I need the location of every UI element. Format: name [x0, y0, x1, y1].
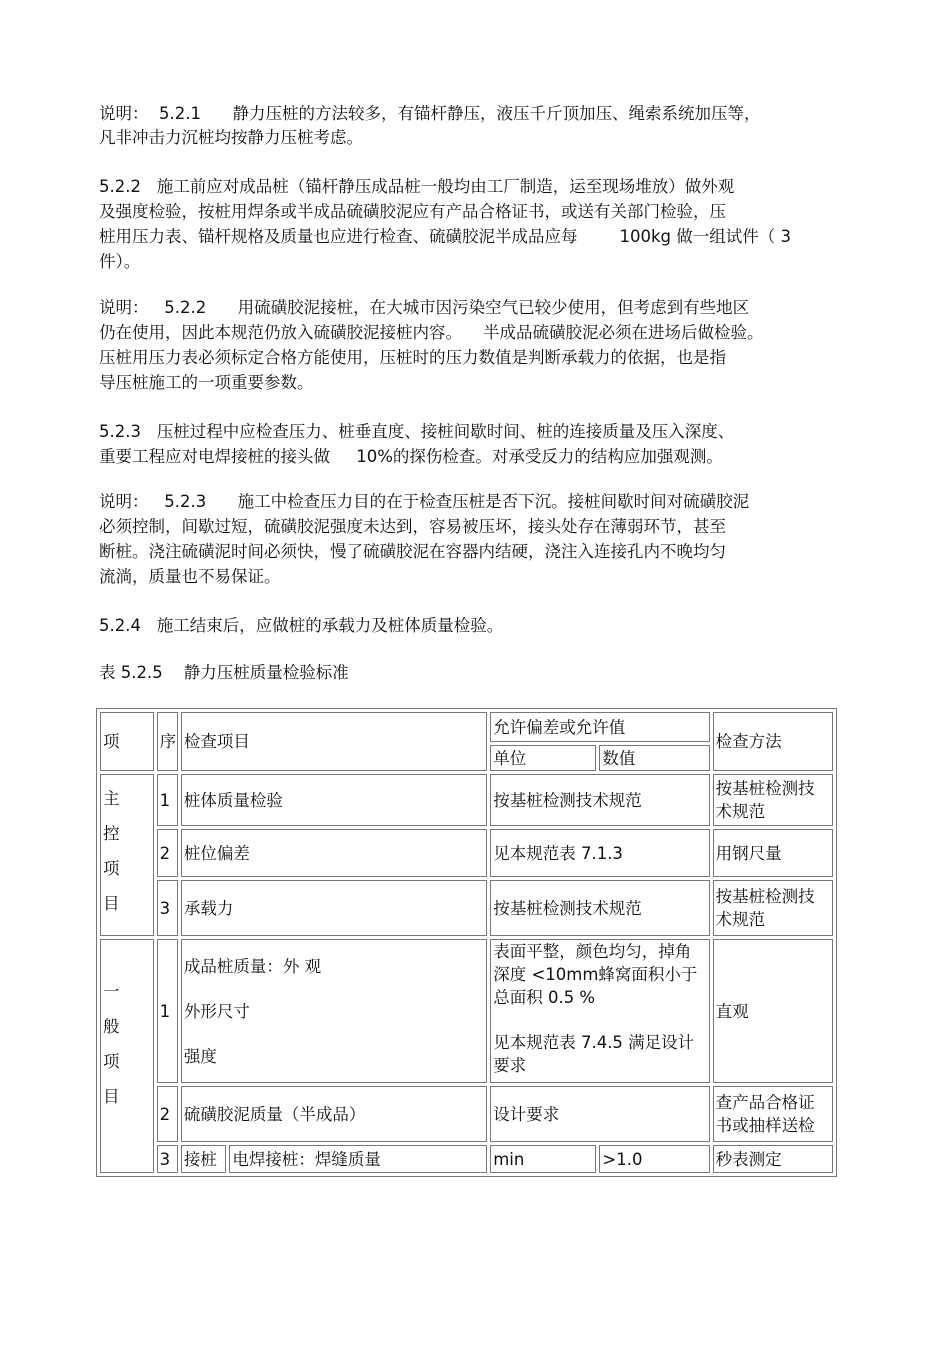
table-cell-seq: 1	[157, 939, 178, 1083]
text-line: 必须控制，间歇过短，硫磺胶泥强度未达到，容易被压坏，接头处存在薄弱环节，甚至	[99, 517, 726, 536]
table-cell-item: 承载力	[181, 880, 487, 936]
table-cell-tolerance: 按基桩检测技术规范	[490, 774, 709, 826]
table-cell-tolerance: 见本规范表 7.1.3	[490, 829, 709, 877]
header-tolerance: 允许偏差或允许值	[490, 712, 709, 742]
text-line: 及强度检验，按桩用焊条或半成品硫磺胶泥应有产品合格证书，或送有关部门检验，压	[99, 202, 726, 221]
header-check-item: 检查项目	[181, 712, 487, 771]
text-line: 重要工程应对电焊接桩的接头做 10%的探伤检查。对承受反力的结构应加强观测。	[99, 447, 723, 466]
header-method: 检查方法	[713, 712, 833, 771]
table-cell-seq: 2	[157, 829, 178, 877]
general-group-label: 一 般 项 目	[100, 939, 154, 1173]
text-line: 说明： 5.2.3 施工中检查压力目的在于检查压桩是否下沉。接桩间歇时间对硫磺胶泥	[99, 492, 750, 511]
text-line: 流淌，质量也不易保证。	[99, 567, 281, 586]
table-cell-method: 查产品合格证书或抽样送检	[713, 1086, 833, 1142]
text-line: 说明： 5.2.1 静力压桩的方法较多，有锚杆静压，液压千斤顶加压、绳索系统加压等，	[99, 104, 761, 123]
table-cell-tolerance: 表面平整，颜色均匀，掉角深度 <10mm蜂窝面积小于总面积 0.5 % 见本规范表 7.4.5 满足设计要求	[490, 939, 709, 1083]
text-line: 5.2.2 施工前应对成品桩（锚杆静压成品桩一般均由工厂制造，运至现场堆放）做外观	[99, 177, 735, 196]
table-cell-seq: 1	[157, 774, 178, 826]
table-cell-items: 成品桩质量：外 观 外形尺寸 强度	[181, 939, 487, 1083]
table-cell-method: 用钢尺量	[713, 829, 833, 877]
table-cell-seq: 3	[157, 1145, 178, 1173]
table-cell-item-group: 接桩	[181, 1145, 227, 1173]
main-control-group-label: 主 控 项 目	[100, 774, 154, 936]
text-line: 5.2.4 施工结束后，应做桩的承载力及桩体质量检验。	[99, 616, 504, 635]
table-cell-unit: min	[490, 1145, 596, 1173]
table-cell-item: 桩位偏差	[181, 829, 487, 877]
text-line: 说明： 5.2.2 用硫磺胶泥接桩，在大城市因污染空气已较少使用，但考虑到有些地区	[99, 298, 750, 317]
text-line: 桩用压力表、锚杆规格及质量也应进行检查、硫磺胶泥半成品应每 100kg 做一组试件（ 3	[99, 227, 791, 246]
text-line: 凡非冲击力沉桩均按静力压桩考虑。	[99, 128, 363, 147]
text-line: 仍在使用，因此本规范仍放入硫磺胶泥接桩内容。 半成品硫磺胶泥必须在进场后做检验。	[99, 323, 764, 342]
header-seq: 序	[157, 712, 178, 771]
header-value: 数值	[599, 745, 709, 771]
header-item: 项	[100, 712, 154, 771]
table-cell-method: 秒表测定	[713, 1145, 833, 1173]
table-cell-method: 按基桩检测技术规范	[713, 880, 833, 936]
table-caption: 表 5.2.5 静力压桩质量检验标准	[99, 663, 349, 682]
text-line: 压桩用压力表必须标定合格方能使用，压桩时的压力数值是判断承载力的依据，也是指	[99, 348, 726, 367]
quality-standard-table	[96, 708, 837, 1177]
table-cell-method: 按基桩检测技术规范	[713, 774, 833, 826]
table-cell-seq: 2	[157, 1086, 178, 1142]
table-cell-tolerance: 设计要求	[490, 1086, 709, 1142]
table-cell-tolerance: 按基桩检测技术规范	[490, 880, 709, 936]
text-line: 导压桩施工的一项重要参数。	[99, 373, 314, 392]
text-line: 件）。	[99, 252, 141, 271]
text-line: 5.2.3 压桩过程中应检查压力、桩垂直度、接桩间歇时间、桩的连接质量及压入深度、	[99, 422, 735, 441]
table-cell-value: >1.0	[599, 1145, 709, 1173]
table-cell-item: 桩体质量检验	[181, 774, 487, 826]
table-cell-item: 硫磺胶泥质量（半成品）	[181, 1086, 487, 1142]
table-cell-item: 电焊接桩：焊缝质量	[229, 1145, 487, 1173]
text-line: 断桩。浇注硫磺泥时间必须快，慢了硫磺胶泥在容器内结硬，浇注入连接孔内不晚均匀	[99, 542, 726, 561]
table-cell-seq: 3	[157, 880, 178, 936]
table-cell-method: 直观	[713, 939, 833, 1083]
header-unit: 单位	[490, 745, 596, 771]
